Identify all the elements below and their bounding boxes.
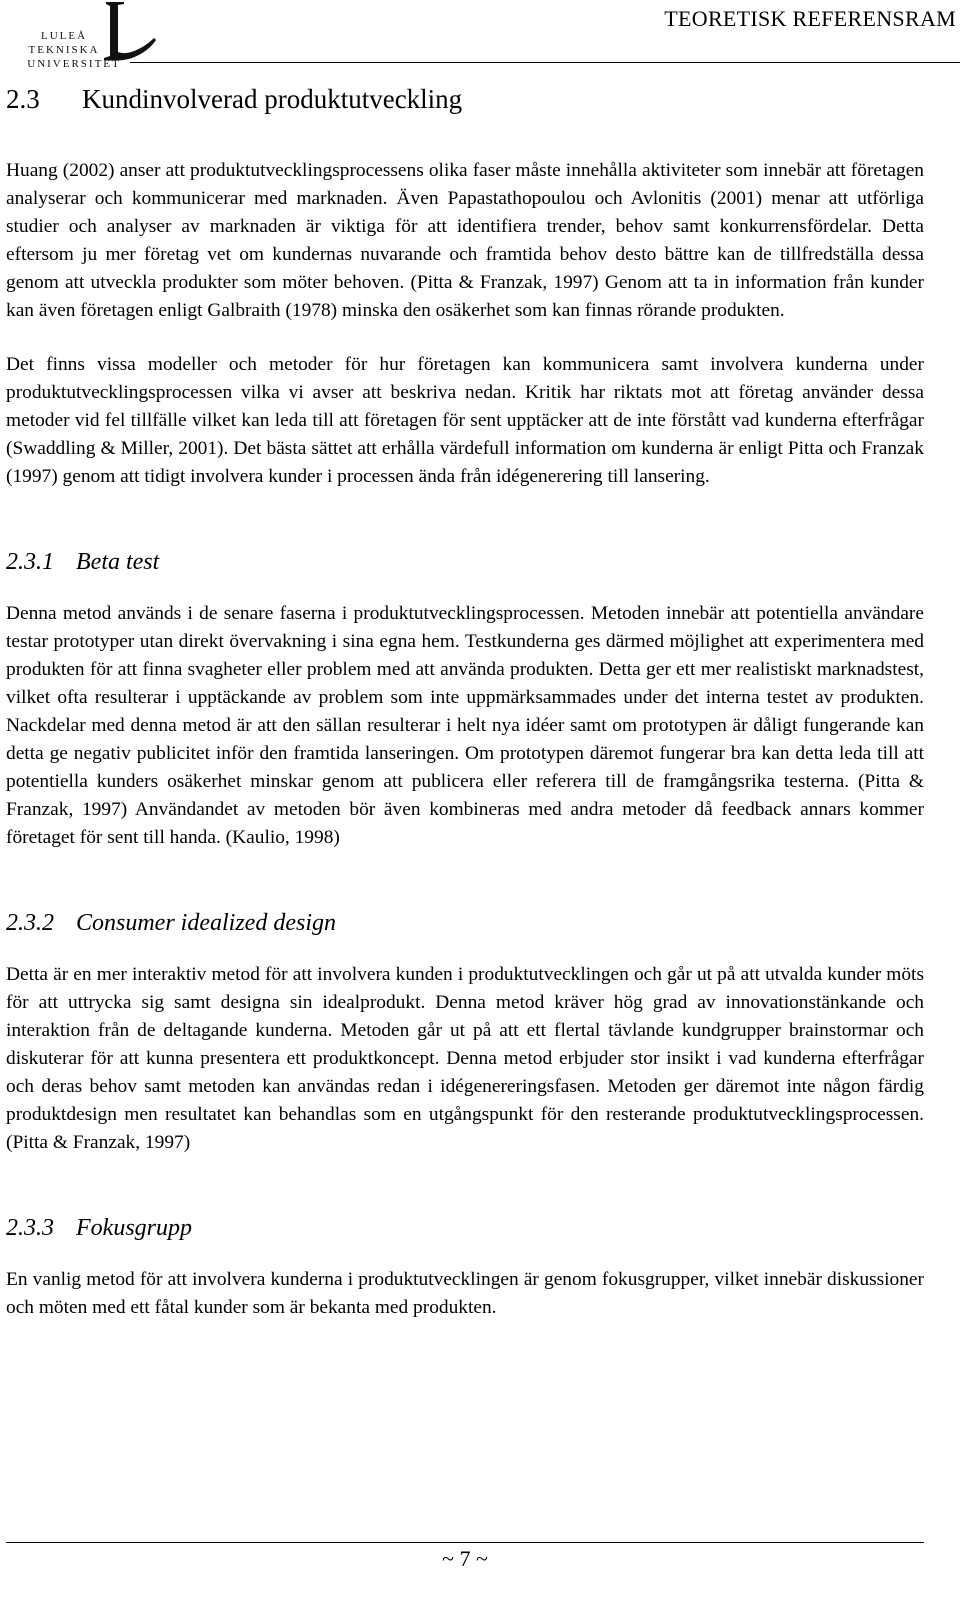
subsection-heading-beta-test bbox=[6, 549, 924, 576]
subsection-heading-fokusgrupp bbox=[6, 1215, 924, 1242]
subsection-number: 2.3.2 bbox=[6, 910, 54, 936]
subsection-title: Beta test bbox=[76, 549, 160, 575]
section-heading bbox=[6, 84, 924, 115]
paragraph: Huang (2002) anser att produktutvecklingsprocessens olika faser måste innehålla aktiviteter som innebär att företagen analyserar och kommunicerar med marknaden. Även Papastathopoulou och Avlonitis (2001) menar att utförliga studier och analyser av marknaden är viktiga för att identifiera trender, behov samt konkurrensfördelar. Detta eftersom ju mer företag vet om kundernas nuvarande och framtida behov desto bättre kan de tillfredställa dessa genom att utveckla produkter som möter behoven. (Pitta & Franzak, 1997) Genom att ta in information från kunder kan även företagen enligt Galbraith (1978) minska den osäkerhet som kan finnas rörande produkten. bbox=[6, 160, 924, 321]
paragraph: Det finns vissa modeller och metoder för hur företagen kan kommunicera samt involvera kunderna under produktutvecklingsprocessen vilka vi avser att beskriva nedan. Kritik har riktats mot att företag använder dessa metoder vid fel tillfälle vilket kan leda till att företagen för sent upptäcker att de inte förstått vad kunderna efterfrågar (Swaddling & Miller, 2001). Det bästa sättet att erhålla värdefull information om kunderna är enligt Pitta och Franzak (1997) genom att tidigt involvera kunder i processen ända från idégenerering till lansering. bbox=[6, 354, 924, 487]
logo-text-lulea: LULEÅ bbox=[40, 30, 88, 42]
header-divider bbox=[130, 62, 960, 63]
section-number: 2.3 bbox=[6, 84, 40, 114]
subsection-title: Consumer idealized design bbox=[76, 910, 336, 936]
page-header bbox=[0, 0, 960, 70]
paragraph: Denna metod används i de senare faserna i produktutvecklingsprocessen. Metoden innebär att potentiella användare testar prototyper utan direkt övervakning i sina egna hem. Testkunderna ges därmed möjlighet att experimentera med produkten för att finna svagheter eller problem med att använda produkten. Detta ger ett mer realistiskt marknadstest, vilket ofta resulterar i upptäckande av problem som inte uppmärksammades under det interna testet av produkten. Nackdelar med denna metod är att den sällan resulterar i helt nya idéer samt om prototypen är dåligt fungerande kan detta ge negativ publicitet inför den framtida lanseringen. Om prototypen däremot fungerar bra kan detta leda till att potentiella kunders osäkerhet minskar genom att publicera eller referera till de framgångsrika testerna. (Pitta & Franzak, 1997) Användandet av metoden bör även kombineras med andra metoder då feedback annars kommer företaget för sent till handa. (Kaulio, 1998) bbox=[6, 603, 924, 848]
running-header-title: TEORETISK REFERENSRAM bbox=[664, 6, 956, 31]
section-title: Kundinvolverad produktutveckling bbox=[82, 84, 463, 114]
paragraph: Detta är en mer interaktiv metod för att involvera kunden i produktutvecklingen och går ut på att utvalda kunder möts för att uttrycka sig samt designa sin idealprodukt. Denna metod kräver hög grad av innovationstänkande och interaktion från de deltagande kunderna. Metoden går ut på att ett flertal tävlande kundgrupper brainstormar och diskuterar för att kunna presentera ett produktkoncept. Denna metod erbjuder stor insikt i vad kunderna efterfrågar och deras behov samt metoden kan användas redan i idégenereringsfasen. Metoden ger däremot inte någon färdig produktdesign men resultatet kan behandlas som en utgångspunkt för den resterande produktutvecklingsprocessen. (Pitta & Franzak, 1997) bbox=[6, 964, 924, 1153]
subsection-number: 2.3.1 bbox=[6, 549, 54, 575]
paragraph: En vanlig metod för att involvera kunderna i produktutvecklingen är genom fokusgrupper, vilket innebär diskussioner och möten med ett fåtal kunder som är bekanta med produkten. bbox=[6, 1269, 924, 1318]
subsection-number: 2.3.3 bbox=[6, 1215, 54, 1241]
document-body bbox=[6, 84, 924, 1348]
logo-text-tekniska: TEKNISKA bbox=[28, 44, 100, 56]
logo-text-universitet: UNIVERSITET bbox=[27, 58, 121, 70]
subsection-title: Fokusgrupp bbox=[76, 1215, 192, 1241]
footer-divider bbox=[6, 1542, 924, 1543]
page-number: ~ 7 ~ bbox=[442, 1546, 488, 1571]
subsection-heading-consumer-idealized-design bbox=[6, 910, 924, 937]
